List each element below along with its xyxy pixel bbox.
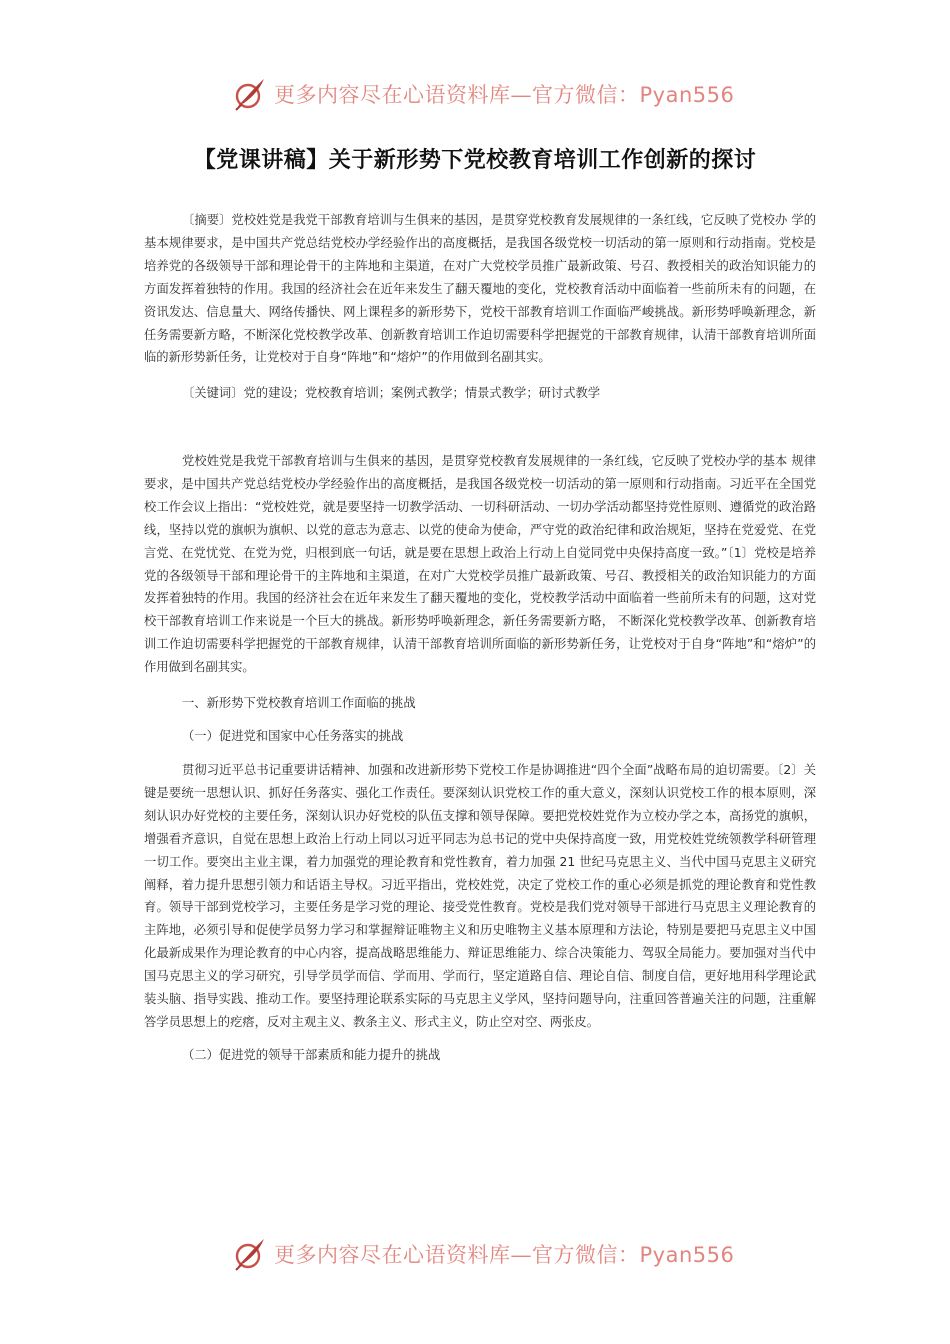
section-heading	[144, 692, 816, 715]
keywords-paragraph: 〔关键词〕党的建设；党校教育培训；案例式教学；情景式教学；研讨式教学	[182, 386, 601, 400]
sub1-heading: （一）促进党和国家中心任务落实的挑战	[182, 729, 404, 743]
banner-text	[274, 79, 734, 109]
header-banner	[232, 74, 752, 114]
abstract-paragraph: 〔摘要〕党校姓党是我党干部教育培训与生俱来的基因，是贯穿党校教育发展规律的一条红线，它反映了党校办 学的基本规律要求，是中国共产党总结党校办学经验作出的高度概括，是我国各级党校一切活动的第一原则和行动指南。党校是培养党的各级领导干部和理论骨干的主阵地和主渠道，在对广大党校学员推广最新政策、号召、教授相关的政治知识能力的方面发挥着独特的作用。我国的经济社会在近年来发生了翻天覆地的变化，党校教育活动中面临着一些前所未有的问题，在资讯发达、信息量大、网络传播快、网上课程多的新形势下，党校干部教育培训工作面临严峻挑战。新形势呼唤新理念，新任务需要新方略，不断深化党校教学改革、创新教育培训工作迫切需要科学把握党的干部教育规律，认清干部教育培训所面临的新形势新任务，让党校对于自身“阵地”和“熔炉”的作用做到名副其实。	[144, 213, 816, 365]
banner-wechat-id: Pyan556	[639, 83, 735, 107]
intro-paragraph: 党校姓党是我党干部教育培训与生俱来的基因，是贯穿党校教育发展规律的一条红线，它反映了党校办学的基本 规律要求，是中国共产党总结党校办学经验作出的高度概括，是我国各级党校一切活动的第一原则和行动指南。习近平在全国党校工作会议上指出：“党校姓党，就是要坚持一切教学活动、一切科研活动、一切办学活动都坚持党性原则、遵循党的政治路线，坚持以党的旗帜为旗帜、以党的意志为意志、以党的使命为使命，严守党的政治纪律和政治规矩，坚持在党爱党、在党言党、在党忧党、在党为党，归根到底一句话，就是要在思想上政治上行动上自觉同党中央保持高度一致。”〔1〕党校是培养党的各级领导干部和理论骨干的主阵地和主渠道，在对广大党校学员推广最新政策、号召、教授相关的政治知识能力的方面发挥着独特的作用。我国的经济社会在近年来发生了翻天覆地的变化，党校教学活动中面临着一些前所未有的问题，这对党校干部教育培训工作来说是一个巨大的挑战。新形势呼唤新理念，新任务需要新方略， 不断深化党校教学改革、创新教育培训工作迫切需要科学把握党的干部教育规律，认清干部教育培训所面临的新形势新任务，让党校对于自身“阵地”和“熔炉”的作用做到名副其实。	[144, 454, 816, 675]
subsection-heading-2	[144, 1044, 816, 1067]
quill-logo-icon	[232, 76, 268, 112]
banner-main-text: 更多内容尽在心语资料库—官方微信：	[274, 1243, 640, 1267]
page-title: 【党课讲稿】关于新形势下党校教育培训工作创新的探讨	[193, 148, 757, 173]
keywords-section	[144, 382, 816, 405]
quill-logo-icon	[232, 1236, 268, 1272]
section1-heading: 一、新形势下党校教育培训工作面临的挑战	[182, 696, 416, 710]
intro-section	[144, 450, 816, 679]
banner-text	[274, 1239, 734, 1269]
footer-banner	[232, 1234, 752, 1274]
subsection-heading	[144, 725, 816, 748]
subsection-body	[144, 759, 816, 1034]
sub2-heading: （二）促进党的领导干部素质和能力提升的挑战	[182, 1048, 441, 1062]
banner-main-text: 更多内容尽在心语资料库—官方微信：	[274, 83, 640, 107]
sub1-paragraph: 贯彻习近平总书记重要讲话精神、加强和改进新形势下党校工作是协调推进“四个全面”战略布局的迫切需要。〔2〕关键是要统一思想认识、抓好任务落实、强化工作责任。要深刻认识党校工作的重大意义，深刻认识党校工作的根本原则，深刻认识办好党校的主要任务，深刻认识办好党校的队伍支撑和领导保障。要把党校姓党作为立校办学之本，高扬党的旗帜，增强看齐意识，自觉在思想上政治上行动上同以习近平同志为总书记的党中央保持高度一致，用党校姓党统领教学科研管理一切工作。要突出主业主课，着力加强党的理论教育和党性教育，着力加强 21 世纪马克思主义、当代中国马克思主义研究阐释，着力提升思想引领力和话语主导权。习近平指出，党校姓党，决定了党校工作的重心必须是抓党的理论教育和党性教育。领导干部到党校学习，主要任务是学习党的理论、接受党性教育。党校是我们党对领导干部进行马克思主义理论教育的主阵地，必须引导和促使学员努力学习和掌握辩证唯物主义和历史唯物主义基本原理和方法论，特别是要把马克思主义中国化最新成果作为理论教育的中心内容，提高战略思维能力、辩证思维能力、综合决策能力、驾驭全局能力。要加强对当代中国马克思主义的学习研究，引导学员学而信、学而用、学而行，坚定道路自信、理论自信、制度自信，更好地用科学理论武装头脑、指导实践、推动工作。要坚持理论联系实际的马克思主义学风，坚持问题导向，注重回答普遍关注的问题，注重解答学员思想上的疙瘩，反对主观主义、教条主义、形式主义，防止空对空、两张皮。	[144, 763, 816, 1029]
abstract-section	[144, 209, 816, 369]
banner-wechat-id: Pyan556	[639, 1243, 735, 1267]
